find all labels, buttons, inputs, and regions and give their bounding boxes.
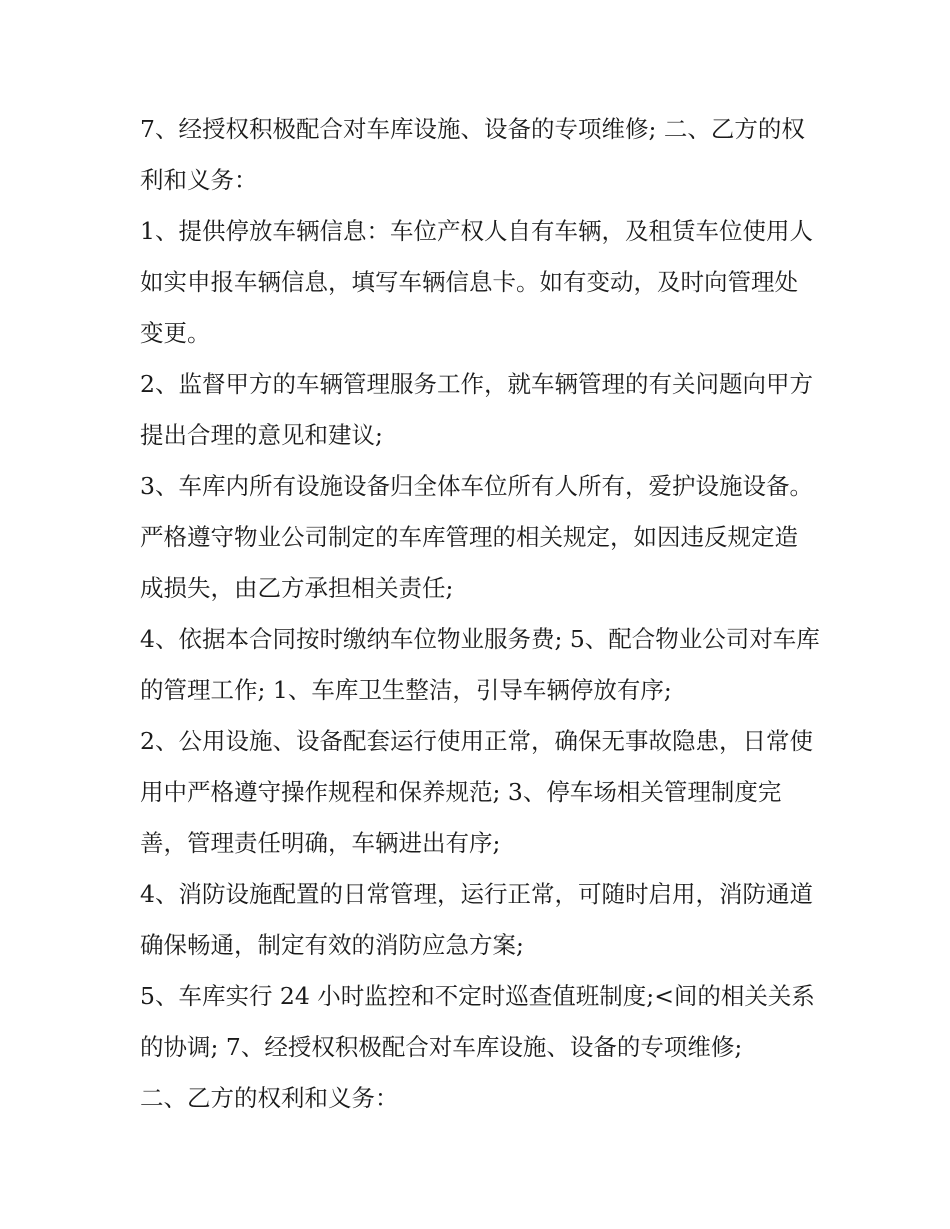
paragraph-9: 二、乙方的权利和义务： [140,1084,399,1112]
paragraph-8: 5、车库实行 24 小时监控和不定时巡查值班制度;<间的相关关系的协调; 7、经授权积极配合对车库设施、设备的专项维修; [140,982,815,1061]
paragraph-4: 3、车库内所有设施设备归全体车位所有人所有，爱护设施设备。严格遵守物业公司制定的车库管理的相关规定，如因违反规定造成损失，由乙方承担相关责任; [140,472,813,602]
paragraph-2: 1、提供停放车辆信息：车位产权人自有车辆，及租赁车位使用人如实申报车辆信息，填写车辆信息卡。如有变动，及时向管理处变更。 [140,217,813,347]
paragraph-1: 7、经授权积极配合对车库设施、设备的专项维修; 二、乙方的权利和义务： [140,115,805,194]
paragraph-3: 2、监督甲方的车辆管理服务工作，就车辆管理的有关问题向甲方提出合理的意见和建议; [140,370,813,449]
document-body [140,104,820,1124]
paragraph-7: 4、消防设施配置的日常管理，运行正常，可随时启用，消防通道确保畅通，制定有效的消防应急方案; [140,880,813,959]
paragraph-6: 2、公用设施、设备配套运行使用正常，确保无事故隐患，日常使用中严格遵守操作规程和保养规范; 3、停车场相关管理制度完善，管理责任明确，车辆进出有序; [140,727,813,857]
paragraph-5: 4、依据本合同按时缴纳车位物业服务费; 5、配合物业公司对车库的管理工作; 1、车库卫生整洁，引导车辆停放有序; [140,625,820,704]
